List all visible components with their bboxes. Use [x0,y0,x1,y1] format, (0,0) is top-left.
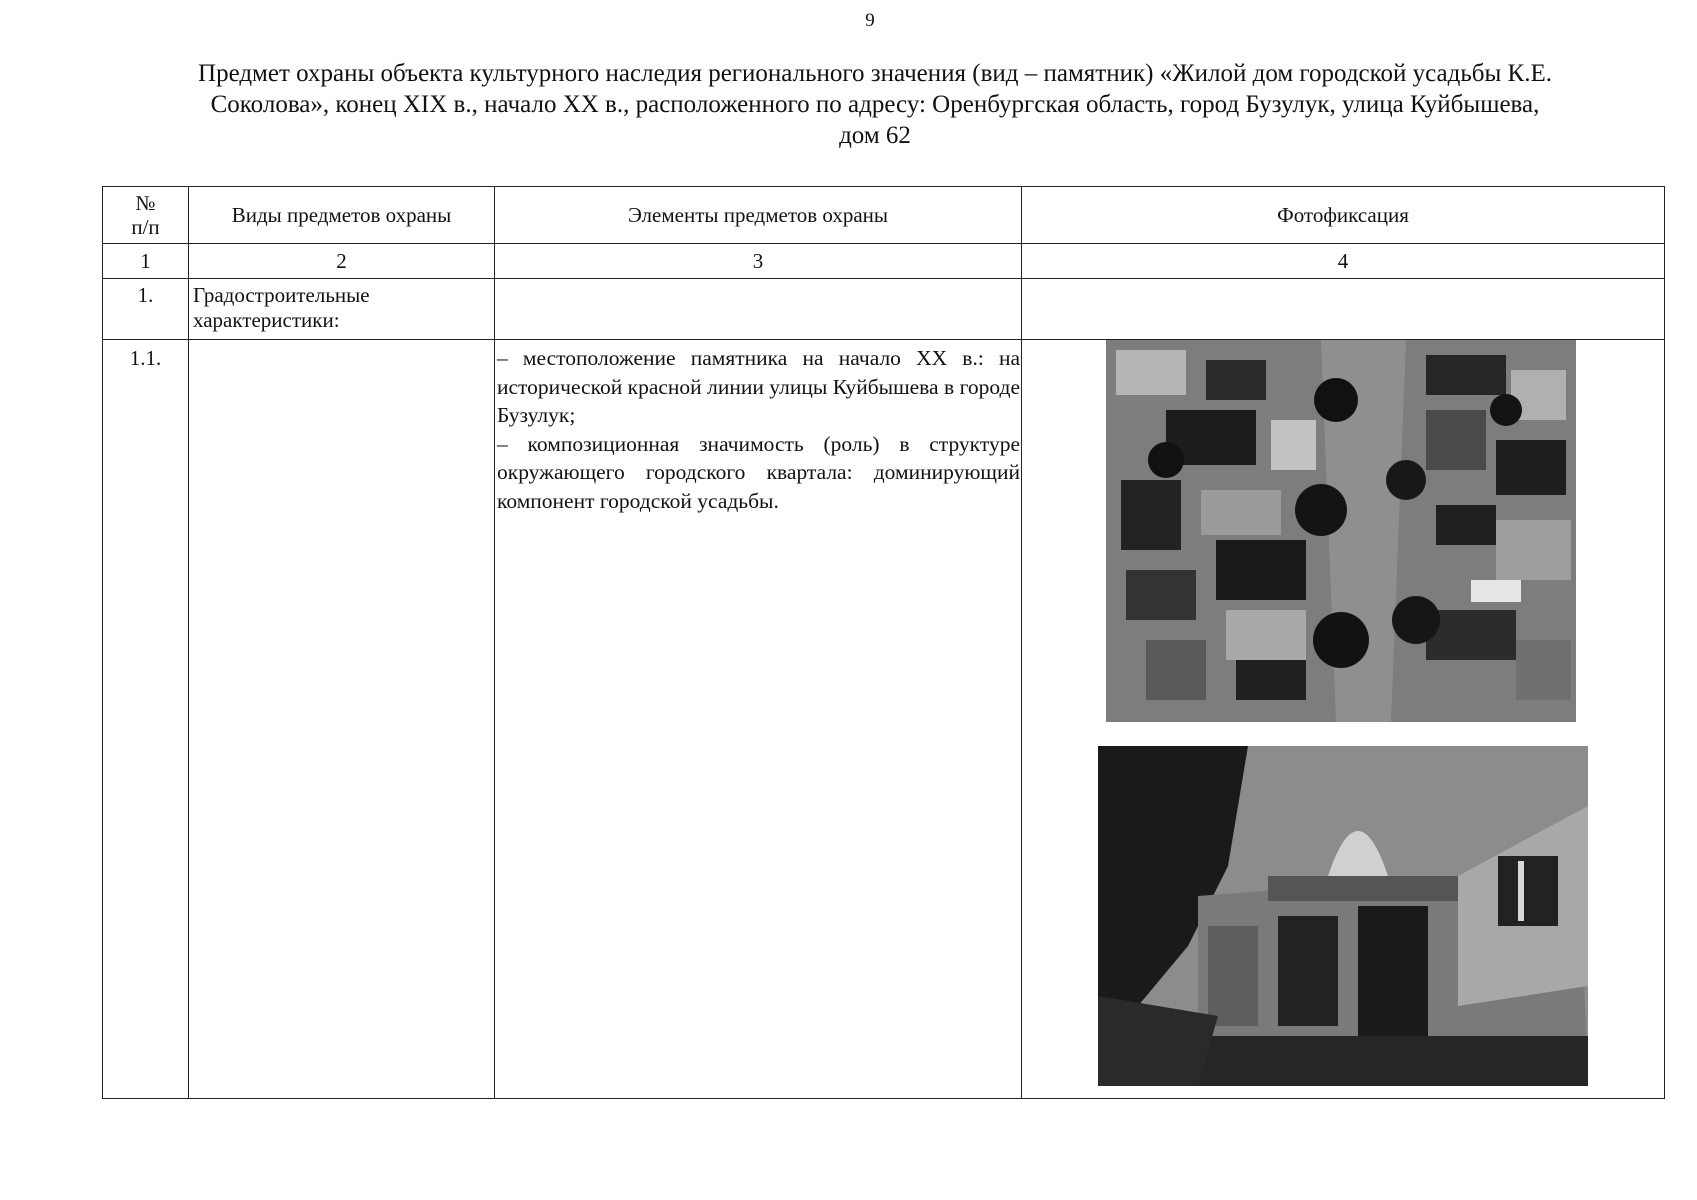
table-header-row [103,187,1665,244]
header-number-abbr: п/п [131,215,160,239]
element-item: – композиционная значимость (роль) в структуре окружающего городского квартала: доминирующий компонент городской усадьбы. [497,431,1020,513]
section-kind-line-2: характеристики: [193,308,340,332]
row-elements [495,340,1022,1099]
section-kind-line-1: Градостроительные [193,283,370,307]
aerial-view-photo [1106,340,1576,722]
protection-table [102,186,1665,1099]
column-number-row [103,244,1665,279]
column-number: 2 [189,244,495,279]
header-kinds: Виды предметов охраны [189,187,495,244]
document-title [95,58,1655,151]
header-number [103,187,189,244]
title-line-1: Предмет охраны объекта культурного наследия регионального значения (вид – памятник) «Жилой дом городской усадьбы К.Е. [198,60,1552,87]
header-photo: Фотофиксация [1022,187,1665,244]
section-photo-cell [1022,279,1665,340]
page-number: 9 [865,10,875,31]
row-kind [189,340,495,1099]
section-kind [189,279,495,340]
row-photos [1022,340,1665,1099]
column-number: 1 [103,244,189,279]
title-line-3: дом 62 [839,122,911,149]
section-number: 1. [103,279,189,340]
column-number: 4 [1022,244,1665,279]
facade-photo [1098,746,1588,1086]
column-number: 3 [495,244,1022,279]
element-item: – местоположение памятника на начало XX в.: на исторической красной линии улицы Куйбышева в городе Бузулук; [497,346,1020,427]
table-row [103,340,1665,1099]
title-line-2: Соколова», конец XIX в., начало XX в., расположенного по адресу: Оренбургская область, город Бузулук, улица Куйбышева, [210,91,1540,118]
row-number: 1.1. [103,340,189,1099]
section-row [103,279,1665,340]
header-elements: Элементы предметов охраны [495,187,1022,244]
header-number-symbol: № [135,191,156,215]
section-elements-cell [495,279,1022,340]
